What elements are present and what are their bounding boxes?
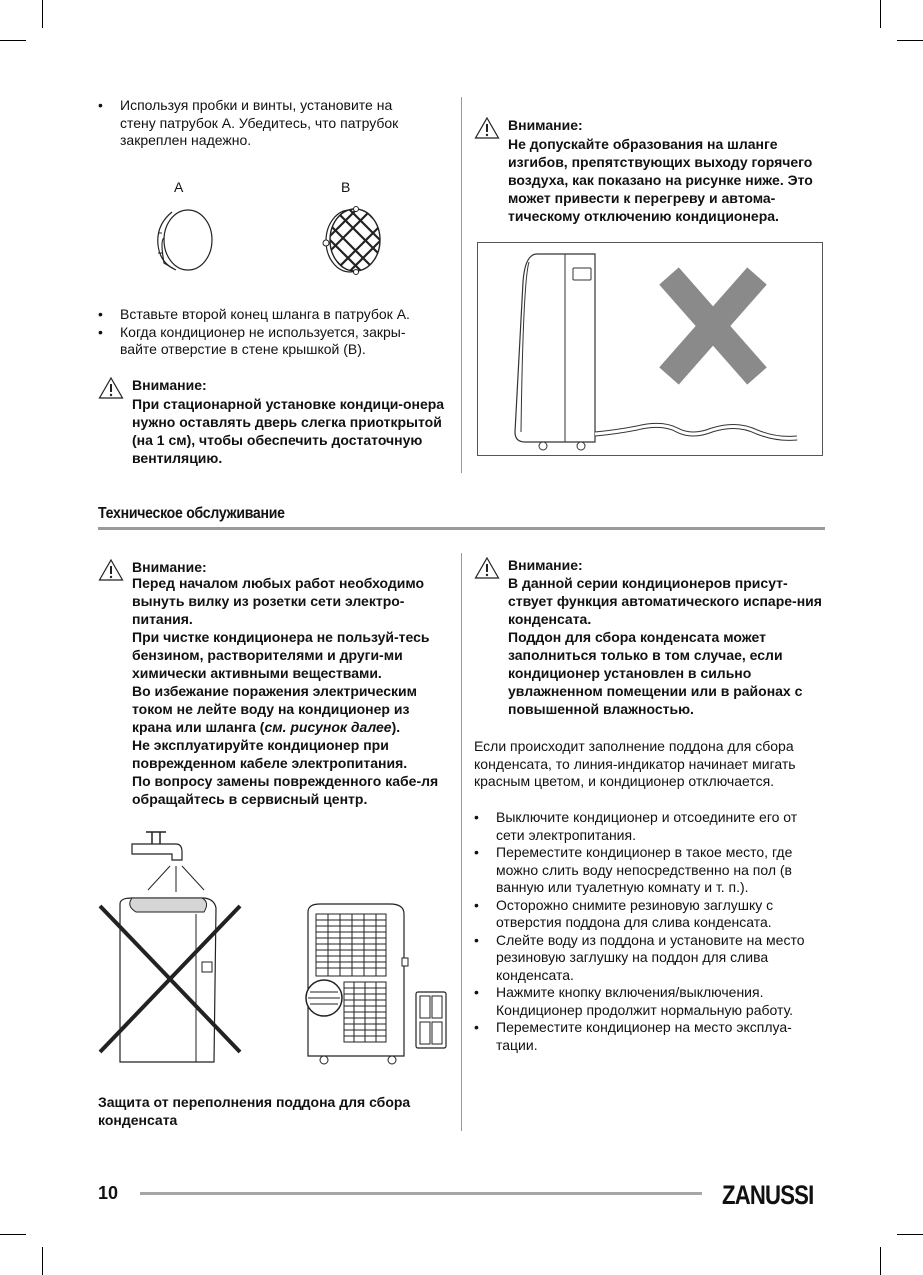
condensate-intro: Если происходит заполнение поддона для сбора конденсата, то линия-индикатор начинает мигать красным цветом, и кондиционер отключается. [474,738,796,789]
warning-maintenance [98,558,452,814]
warning-paragraph: В данной серии кондиционеров присут-ствует функция автоматического испаре-ния конденсата. [508,575,822,627]
warning-ventilation [98,376,452,472]
list-item: • Осторожно снимите резиновую заглушку с отверстия поддона для слива конденсата. [474,897,826,932]
subsection-caption: Защита от переполнения поддона для сбора конденсата [98,1094,411,1128]
list-item: • Переместите кондиционер на место эксплуа-тации. [474,1019,826,1054]
part-a-illustration [150,205,220,275]
drain-steps-list [474,809,826,1054]
warning-icon [98,376,124,400]
footer-rule [140,1192,702,1195]
no-water-illustration [92,826,252,1076]
part-b-label: B [341,179,351,195]
warning-hose-bends [474,116,828,226]
warning-paragraph: Поддон для сбора конденсата может заполниться только в том случае, если кондиционер установлен в сильно увлажненном помещении или в районах с повышенной влажностью. [508,629,803,717]
warning-paragraph: Перед началом любых работ необходимо вынуть вилку из розетки сети электро-питания. [132,575,425,627]
brand-logo: ZANUSSI [722,1180,814,1210]
warning-title: Внимание: [508,557,583,573]
warning-paragraph: Не эксплуатируйте кондиционер при поврежденном кабеле электропитания. [132,737,408,771]
crop-mark [897,40,923,41]
part-b-illustration [318,203,388,277]
warning-body [132,574,450,808]
list-item: • Вставьте второй конец шланга в патрубок А. [98,306,438,324]
warning-title: Внимание: [132,377,207,393]
warning-text: Во избежание поражения электрическим током не лейте воду на кондиционер из крана или шланга ( [132,683,418,735]
hose-bend-illustration [477,242,823,456]
list-item: • Выключите кондиционер и отсоедините его от сети электропитания. [474,809,826,844]
warning-paragraph [132,682,450,736]
crop-mark [42,0,43,28]
crop-mark [42,1247,43,1275]
page-number: 10 [98,1183,119,1203]
warning-icon [98,558,124,582]
warning-title: Внимание: [132,559,207,575]
crop-mark [880,0,881,28]
column-divider-bottom [461,553,462,1131]
list-item: • Слейте воду из поддона и установите на место резиновую заглушку на поддон для слива конденсата. [474,932,826,985]
list-item: • Используя пробки и винты, установите на стену патрубок А. Убедитесь, что патрубок закреплен надежно. [98,97,428,150]
crop-mark [0,40,26,41]
warning-paragraph: По вопросу замены поврежденного кабе-ля обращайтесь в сервисный центр. [132,773,439,807]
install-bullet-list-2 [98,306,438,359]
column-divider-top [461,97,462,473]
warning-paragraph: При чистке кондиционера не пользуй-тесь бензином, растворителями и други-ми химически активными веществами. [132,629,430,681]
warning-title: Внимание: [508,117,583,133]
warning-body [508,574,826,718]
ac-rear-illustration [294,900,460,1070]
crop-mark [0,1234,26,1235]
warning-body: При стационарной установке кондици-онера нужно оставлять дверь слегка приоткрытой (на 1 см), чтобы обеспечить достаточную вентиляцию. [132,396,445,466]
warning-icon [474,116,500,140]
section-title: Техническое обслуживание [98,505,285,522]
part-a-label: A [174,179,184,195]
section-rule [98,527,825,530]
figure-reference: см. рисунок далее [264,719,392,735]
crop-mark [880,1247,881,1275]
warning-icon [474,556,500,580]
install-bullet-list [98,97,428,150]
warning-condensate [474,556,828,720]
list-item: • Когда кондиционер не используется, закры-вайте отверстие в стене крышкой (В). [98,324,438,359]
list-item: • Нажмите кнопку включения/выключения. Кондиционер продолжит нормальную работу. [474,984,826,1019]
crop-mark [897,1234,923,1235]
warning-body: Не допускайте образования на шланге изгибов, препятствующих выходу горячего воздуха, как показано на рисунке ниже. Это может привести к перегреву и автома-тическому отключению кондиционера. [508,136,813,224]
list-item: • Переместите кондиционер в такое место, где можно слить воду непосредственно на пол (в ванную или туалетную комнату и т. п.). [474,844,826,897]
warning-text: ). [391,719,401,735]
